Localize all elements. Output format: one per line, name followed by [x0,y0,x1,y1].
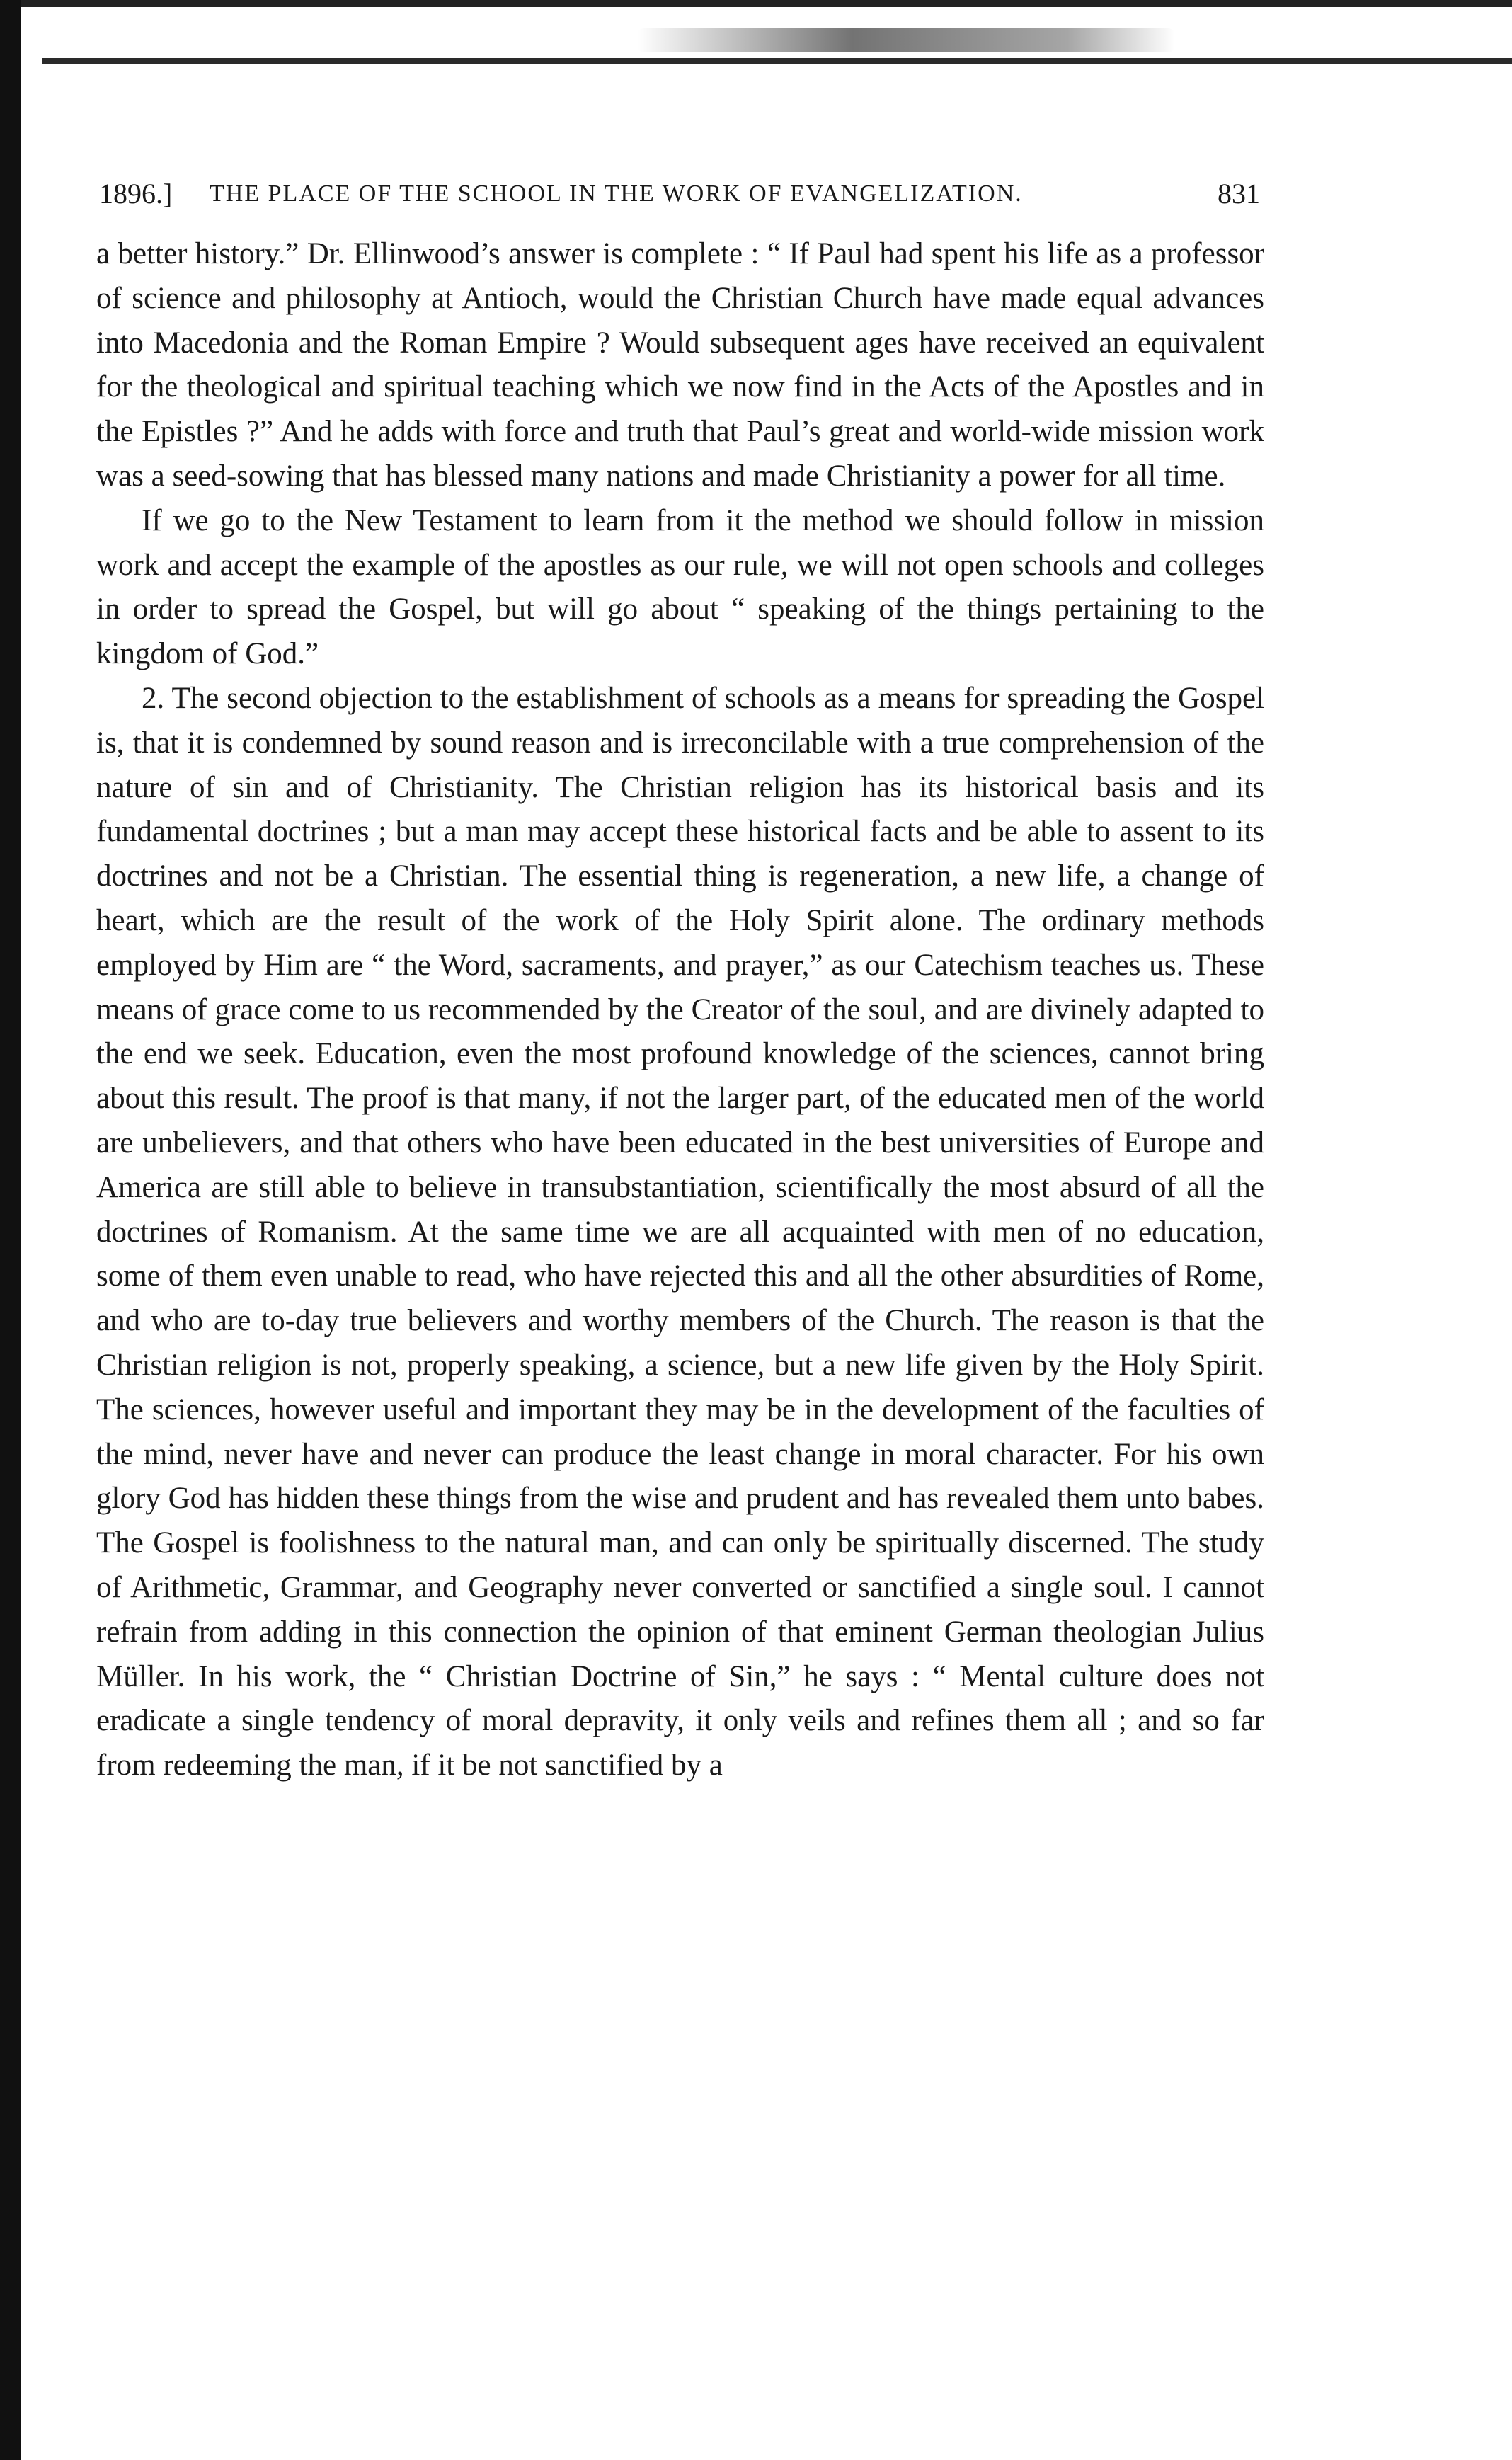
header-rule [42,58,1512,64]
paragraph-new-testament: If we go to the New Testament to learn from it the method we should follow in mission work and accept the example of the apostles as our rule, we will not open schools and colleges in order to spread the Gospel, but will go about “ speaking of the things pertaining to the kingdom of God.” [96,503,1264,671]
top-edge-rule [21,0,1512,7]
paragraph-continuation: a better history.” Dr. Ellinwood’s answer is complete : “ If Paul had spent his life as a professor of science and philosophy at Antioch, would the Christian Church have made equal advances into Macedonia and the Roman Empire ? Would subsequent ages have received an equivalent for the theological and spiritual teaching which we now find in the Acts of the Apostles and in the Epistles ?” And he adds with force and truth that Paul’s great and world-wide mission work was a seed-sowing that has blessed many nations and made Christianity a power for all time. [96,237,1264,493]
page-number: 831 [1218,178,1260,210]
paragraph-second-objection: 2. The second objection to the establishment of schools as a means for spreading the Gospel is, that it is condemned by sound reason and is irreconcilable with a true comprehension of the nature of sin and of Christianity. The Christian religion has its historical basis and its fundamental doctrines ; but a man may accept these historical facts and be able to assent to its doctrines and not be a Christian. The essential thing is regeneration, a new life, a change of heart, which are the result of the work of the Holy Spirit alone. The ordinary methods employed by Him are “ the Word, sacraments, and prayer,” as our Catechism teaches us. These means of grace come to us recommended by the Creator of the soul, and are divinely adapted to the end we seek. Education, even the most profound knowledge of the sciences, cannot bring about this result. The proof is that many, if not the larger part, of the educated men of the world are unbelievers, and that others who have been educated in the best universities of Europe and America are still able to believe in transubstantiation, scientifically the most absurd of all the doctrines of Romanism. At the same time we are all acquainted with men of no education, some of them even unable to read, who have rejected this and all the other absurdities of Rome, and who are to-day true believers and worthy members of the Church. The reason is that the Christian religion is not, properly speaking, a science, but a new life given by the Holy Spirit. The sciences, however useful and important they may be in the development of the faculties of the mind, never have and never can produce the least change in moral character. For his own glory God has hidden these things from the wise and prudent and has revealed them unto babes. The Gospel is foolishness to the natural man, and can only be spiritually discerned. The study of Arithmetic, Grammar, and Geography never converted or sanctified a single soul. I cannot refrain from adding in this connection the opinion of that eminent German theologian Julius Müller. In his work, the “ Christian Doctrine of Sin,” he says : “ Mental culture does not eradicate a single tendency of moral depravity, it only veils and refines them all ; and so far from redeeming the man, if it be not sanctified by a [96,681,1264,1783]
header-title: THE PLACE OF THE SCHOOL IN THE WORK OF EVANGELIZATION. [210,181,1023,207]
header-year: 1896.] [99,178,173,210]
running-head [99,173,1260,215]
body-text [96,232,1264,1788]
scan-smudge [637,28,1175,52]
binding-edge [0,0,21,2460]
